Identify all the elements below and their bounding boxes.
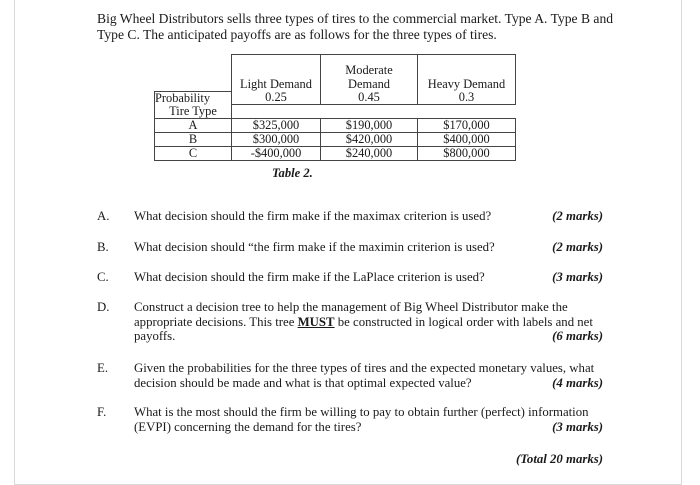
question-marks: (3 marks): [552, 419, 603, 434]
emphasis-must: MUST: [297, 314, 335, 329]
prob-light: 0.25: [232, 91, 321, 105]
table-cell: $420,000: [321, 132, 418, 146]
payoff-table: [154, 54, 516, 161]
table-cell: $325,000: [232, 118, 321, 132]
header-moderate-demand: Moderate Demand: [321, 55, 418, 92]
tire-type-a: A: [155, 118, 232, 132]
question-marks: (4 marks): [552, 375, 603, 390]
header-heavy-demand: Heavy Demand: [418, 55, 516, 92]
question-marks: (3 marks): [552, 270, 603, 284]
table-caption: Table 2.: [272, 166, 313, 180]
question-marks: (6 marks): [552, 329, 603, 343]
table-cell: $240,000: [321, 146, 418, 160]
question-text: What decision should “the firm make if the maximin criterion is used?: [134, 240, 495, 254]
table-row: [155, 118, 516, 132]
question-letter: B.: [97, 240, 109, 254]
total-marks: (Total 20 marks): [516, 452, 603, 466]
question-marks: (2 marks): [552, 209, 603, 223]
table-cell: $300,000: [232, 132, 321, 146]
question-letter: E.: [97, 361, 109, 375]
question-marks: (2 marks): [552, 240, 603, 254]
question-letter: D.: [97, 300, 110, 314]
prob-moderate: 0.45: [321, 91, 418, 105]
prob-heavy: 0.3: [418, 91, 516, 105]
tire-type-label: Tire Type: [155, 105, 232, 119]
intro-paragraph: Big Wheel Distributors sells three types of tires to the commercial market. Type A. Type B and Type C. The anticipated payoffs are as follows for the three types of tires.: [97, 11, 614, 42]
question-letter: C.: [97, 270, 109, 284]
probability-label: Probability: [155, 91, 232, 105]
table-row: [155, 132, 516, 146]
question-text: What decision should the firm make if the maximax criterion is used?: [134, 209, 492, 223]
header-light-demand: Light Demand: [232, 55, 321, 92]
table-cell: $400,000: [418, 132, 516, 146]
question-text: Construct a decision tree to help the management of Big Wheel Distributor make the appropriate decisions. This tree MUST be constructed in logical order with labels and net payoffs.: [134, 300, 593, 343]
tire-type-b: B: [155, 132, 232, 146]
table-cell: $190,000: [321, 118, 418, 132]
tire-type-c: C: [155, 146, 232, 160]
table-cell: $170,000: [418, 118, 516, 132]
table-row: [155, 146, 516, 160]
question-text: Given the probabilities for the three types of tires and the expected monetary values, what decision should be made and what is that optimal expected value?: [134, 361, 595, 390]
question-text: What decision should the firm make if the LaPlace criterion is used?: [134, 270, 485, 284]
table-cell: -$400,000: [232, 146, 321, 160]
question-letter: A.: [97, 209, 110, 223]
question-text: What is the most should the firm be willing to pay to obtain further (perfect) information (EVPI) concerning the demand for the tires?: [134, 405, 589, 434]
question-letter: F.: [97, 405, 107, 419]
table-cell: $800,000: [418, 146, 516, 160]
